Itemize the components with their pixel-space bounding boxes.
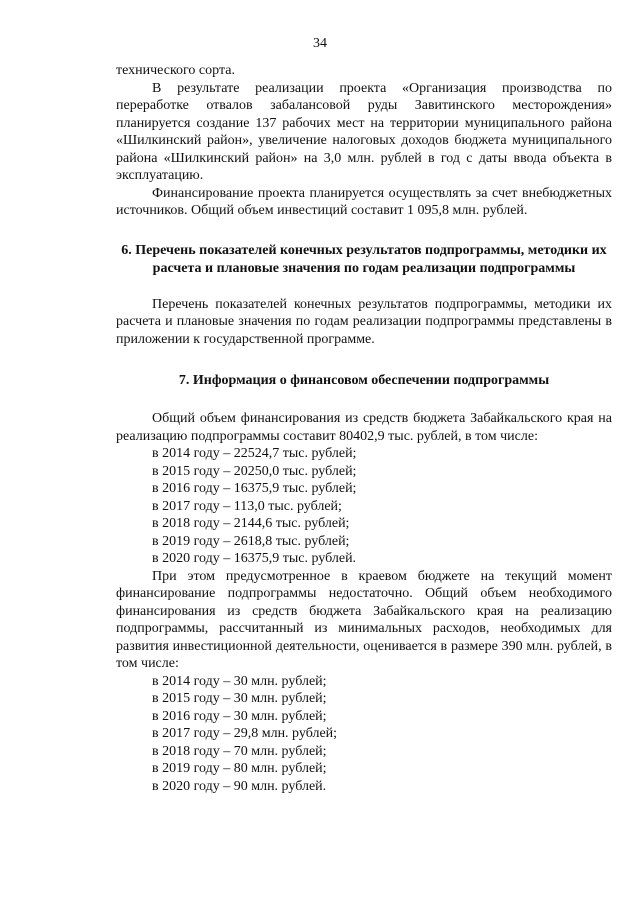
list-item: в 2019 году – 80 млн. рублей; xyxy=(152,761,327,776)
list-item: в 2014 году – 22524,7 тыс. рублей; xyxy=(152,446,357,461)
list-item: в 2015 году – 30 млн. рублей; xyxy=(152,691,327,706)
page-content xyxy=(116,62,612,795)
list-item: в 2018 году – 70 млн. рублей; xyxy=(152,743,327,759)
list-item: в 2019 году – 2618,8 тыс. рублей; xyxy=(152,533,350,549)
list-item: в 2020 году – 90 млн. рублей. xyxy=(152,778,327,794)
paragraph-project-result: В результате реализации проекта «Организация производства по переработке отвалов забалансовой руды Завитинского месторождения» планируется создание 137 рабочих мест на территории муниципального района «Шилкинский район», увеличение налоговых доходов бюджета муниципального района «Шилкинский район» на 3,0 млн. рублей в год с даты ввода объекта в эксплуатацию. xyxy=(116,80,612,183)
need-by-year-list xyxy=(116,673,612,796)
list-item: в 2015 году – 20250,0 тыс. рублей; xyxy=(152,463,357,479)
paragraph-project-financing: Финансирование проекта планируется осуществлять за счет внебюджетных источников. Общий объем инвестиций составит 1 095,8 млн. рублей. xyxy=(116,185,612,218)
list-item: в 2014 году – 30 млн. рублей; xyxy=(152,673,327,689)
section-6-heading: 6. Перечень показателей конечных результатов подпрограммы, методики их расчета и плановые значения по годам реализации подпрограммы xyxy=(121,242,607,276)
page-number: 34 xyxy=(313,36,327,51)
paragraph-continuation: технического сорта. xyxy=(116,63,235,78)
section-7-intro: Общий объем финансирования из средств бюджета Забайкальского края на реализацию подпрограммы составит 80402,9 тыс. рублей, в том числе: xyxy=(116,411,612,444)
list-item: в 2016 году – 16375,9 тыс. рублей; xyxy=(152,481,357,496)
list-item: в 2017 году – 29,8 млн. рублей; xyxy=(152,726,338,741)
list-item: в 2017 году – 113,0 тыс. рублей; xyxy=(152,498,342,514)
section-7-need-paragraph: При этом предусмотренное в краевом бюджете на текущий момент финансирование подпрограммы недостаточно. Общий объем необходимого финансирования из средств бюджета Забайкальского края на реализацию подпрограммы, рассчитанный из минимальных расходов, необходимых для развития инвестиционной деятельности, оценивается в размере 390 млн. рублей, в том числе: xyxy=(116,568,612,671)
list-item: в 2018 году – 2144,6 тыс. рублей; xyxy=(152,516,350,531)
section-6-paragraph: Перечень показателей конечных результатов подпрограммы, методики их расчета и плановые значения по годам реализации подпрограммы представлены в приложении к государственной программе. xyxy=(116,296,612,347)
section-7-heading: 7. Информация о финансовом обеспечении подпрограммы xyxy=(178,373,550,388)
budget-by-year-list xyxy=(116,445,612,568)
list-item: в 2020 году – 16375,9 тыс. рублей. xyxy=(152,551,357,566)
list-item: в 2016 году – 30 млн. рублей; xyxy=(152,708,327,724)
